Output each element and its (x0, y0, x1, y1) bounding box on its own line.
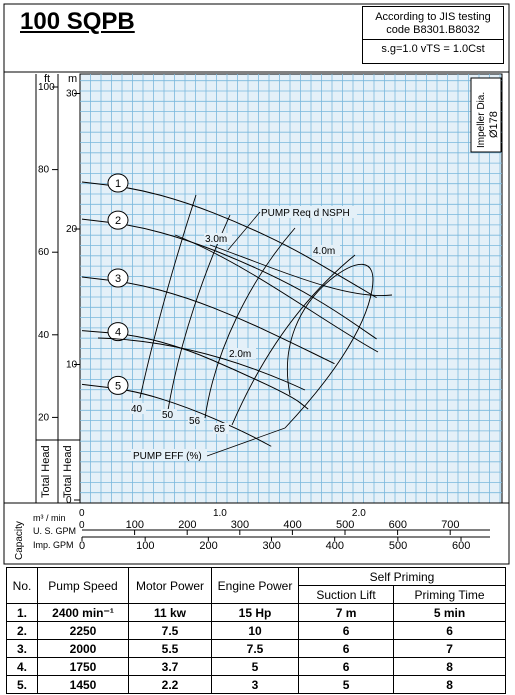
ft-tick-label: 60 (38, 247, 50, 259)
curve-label-5: 5 (115, 380, 122, 393)
table-cell-speed: 1450 (38, 676, 129, 694)
test-conditions: s.g=1.0 vTS = 1.0Cst (363, 39, 503, 55)
eff-title-label: PUMP EFF (%) (133, 451, 202, 462)
table-body (7, 604, 506, 694)
table-cell-speed: 2250 (38, 622, 129, 640)
col-header-suction-lift: Suction Lift (299, 586, 394, 604)
usgpm-tick-label: 600 (388, 519, 407, 531)
impgpm-tick-label: 500 (388, 540, 408, 552)
curve-label-4: 4 (115, 326, 122, 339)
eff-value-label: 65 (214, 424, 226, 435)
table-cell-motor: 3.7 (129, 658, 212, 676)
usgpm-tick-label: 100 (125, 519, 144, 531)
curve-label-2: 2 (115, 215, 122, 228)
impgpm-tick-label: 400 (325, 540, 345, 552)
table-cell-suction: 6 (299, 640, 394, 658)
standard-line-2: code B8301.B8032 (386, 24, 480, 36)
table-cell-speed: 1750 (38, 658, 129, 676)
col-header-pump-speed: Pump Speed (38, 568, 129, 604)
table-cell-no: 2. (7, 622, 38, 640)
table-cell-motor: 11 kw (129, 604, 212, 622)
table-row (7, 640, 506, 658)
table-cell-no: 1. (7, 604, 38, 622)
impgpm-tick-label: 200 (199, 540, 218, 552)
table-cell-no: 5. (7, 676, 38, 694)
table-cell-speed: 2000 (38, 640, 129, 658)
capacity-label: Capacity (14, 521, 25, 560)
eff-value-label: 56 (189, 416, 201, 427)
impgpm-tick-label: 600 (452, 540, 471, 552)
table-row (7, 676, 506, 694)
col-header-priming-time: Priming Time (394, 586, 506, 604)
table-cell-no: 3. (7, 640, 38, 658)
curve-label-3: 3 (115, 272, 122, 285)
table-cell-engine: 3 (212, 676, 299, 694)
usgpm-tick-label: 400 (283, 519, 302, 531)
table-cell-priming: 8 (394, 658, 506, 676)
y-axis-label-m: Total Head (62, 445, 74, 498)
unit-impgpm-label: Imp. GPM (33, 540, 74, 550)
m-tick-label: 20 (66, 224, 78, 236)
table-cell-suction: 6 (299, 622, 394, 640)
table-cell-engine: 7.5 (212, 640, 299, 658)
standard-line-1: According to JIS testing (375, 11, 491, 23)
page-title: 100 SQPB (20, 8, 135, 35)
table-cell-suction: 6 (299, 658, 394, 676)
m3-tick-label: 1.0 (212, 508, 227, 519)
table-row (7, 658, 506, 676)
unit-usgpm-label: U. S. GPM (33, 526, 77, 536)
table-cell-motor: 2.2 (129, 676, 212, 694)
impgpm-tick-label: 0 (79, 540, 86, 552)
table-cell-engine: 5 (212, 658, 299, 676)
usgpm-tick-label: 500 (336, 519, 355, 531)
table-row (7, 604, 506, 622)
impeller-dia-value: Ø178 (488, 111, 500, 138)
npsh-value-label: 4.0m (313, 246, 336, 257)
eff-value-label: 50 (162, 410, 174, 421)
table-cell-priming: 6 (394, 622, 506, 640)
m-unit-label: m (68, 73, 78, 85)
eff-value-label: 40 (131, 404, 143, 415)
impgpm-tick-label: 300 (262, 540, 281, 552)
usgpm-tick-label: 300 (230, 519, 250, 531)
col-header-self-priming: Self Priming (299, 568, 506, 586)
npsh-value-label: 2.0m (229, 349, 252, 360)
table-cell-suction: 7 m (299, 604, 394, 622)
m3-tick-label: 2.0 (351, 508, 366, 519)
m3-tick-label: 0 (79, 508, 85, 519)
curve-label-1: 1 (115, 177, 122, 190)
col-header-engine-power: Engine Power (212, 568, 299, 604)
table-row (7, 622, 506, 640)
usgpm-tick-label: 700 (441, 519, 460, 531)
y-axis-label-ft: Total Head (40, 445, 52, 498)
m-tick-label: 0 (66, 495, 72, 506)
usgpm-zero-label: 0 (79, 520, 85, 531)
m-tick-label: 10 (66, 359, 78, 371)
m-tick-label: 30 (66, 88, 78, 100)
ft-tick-label: 20 (38, 412, 50, 424)
table-cell-priming: 7 (394, 640, 506, 658)
table-cell-engine: 10 (212, 622, 299, 640)
unit-m3-label: m³ / min (33, 513, 66, 523)
npsh-value-label: 3.0m (205, 234, 228, 245)
table-cell-priming: 8 (394, 676, 506, 694)
table-cell-speed: 2400 min⁻¹ (38, 604, 129, 622)
impeller-label: Impeller Dia. (476, 91, 487, 148)
table-cell-motor: 7.5 (129, 622, 212, 640)
usgpm-tick-label: 200 (178, 519, 197, 531)
npsh-title-label: PUMP Req d NSPH (261, 208, 350, 219)
pump-spec-table (6, 567, 506, 694)
table-cell-priming: 5 min (394, 604, 506, 622)
ft-unit-label: ft (44, 73, 51, 85)
ft-tick-label: 100 (38, 82, 55, 93)
table-cell-suction: 5 (299, 676, 394, 694)
col-header-motor-power: Motor Power (129, 568, 212, 604)
ft-tick-label: 80 (38, 164, 50, 176)
impgpm-tick-label: 100 (136, 540, 155, 552)
col-header-no: No. (7, 568, 38, 604)
ft-tick-label: 40 (38, 329, 50, 341)
table-cell-motor: 5.5 (129, 640, 212, 658)
table-cell-engine: 15 Hp (212, 604, 299, 622)
table-cell-no: 4. (7, 658, 38, 676)
